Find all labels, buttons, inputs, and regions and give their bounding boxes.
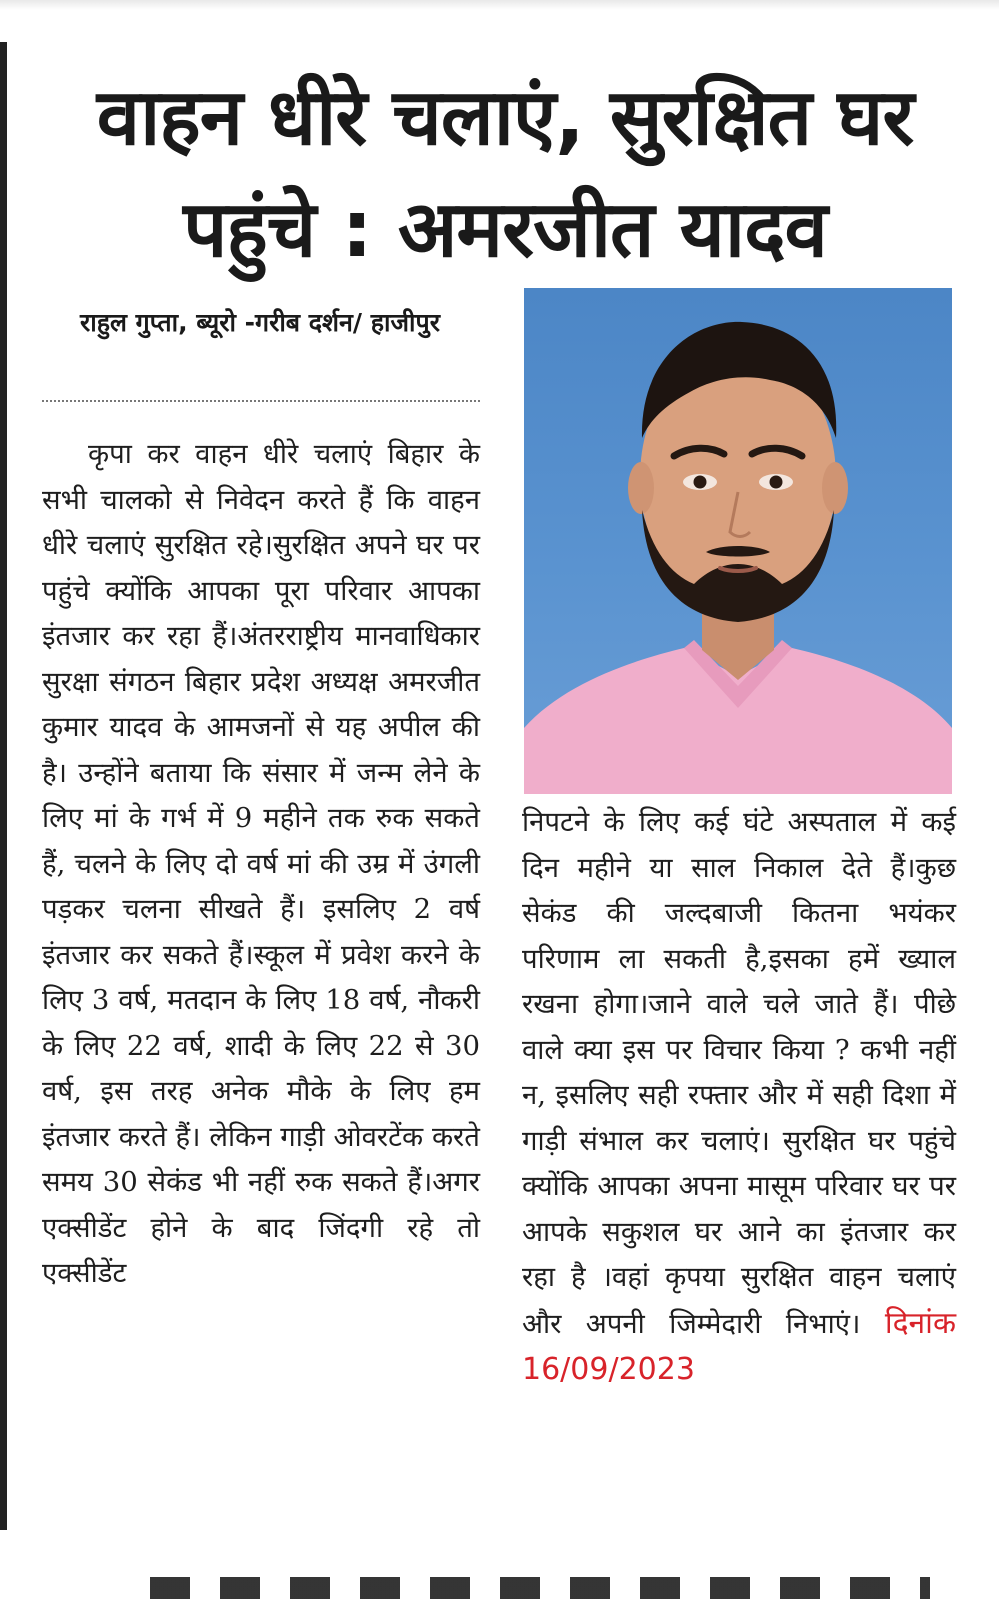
article-byline: राहुल गुप्ता, ब्यूरो -गरीब दर्शन/ हाजीपुर: [80, 308, 440, 337]
previous-article-edge: [0, 0, 999, 10]
next-headline-fragment: [150, 1577, 930, 1599]
next-article-edge: [0, 1539, 999, 1599]
article-body-right-text: निपटने के लिए कई घंटे अस्पताल में कई दिन महीने या साल निकाल देते हैं।कुछ सेकंड की जल्दबाजी कितना भयंकर परिणाम ला सकती है,इसका हमें ख्याल रखना होगा।जाने वाले चले जाते हैं। पीछे वाले क्या इस पर विचार किया ? कभी नहीं न, इसलिए सही रफ्तार और में सही दिशा में गाड़ी संभाल कर चलाएं। सुरक्षित घर पहुंचे क्योंकि आपका अपना मासूम परिवार घर पर आपके सकुशल घर आने का इंतजार कर रहा है ।वहां कृपया सुरक्षित वाहन चलाएं और अपनी जिम्मेदारी निभाएं।: [522, 806, 956, 1340]
column-rule: [0, 42, 7, 1530]
portrait-photo: [524, 288, 952, 794]
article-headline: वाहन धीरे चलाएं, सुरक्षित घर पहुंचे : अमरजीत यादव: [96, 73, 914, 275]
article-body-column-left: कृपा कर वाहन धीरे चलाएं बिहार के सभी चालको से निवेदन करते हैं कि वाहन धीरे चलाएं सुरक्षित रहे।सुरक्षित अपने घर पर पहुंचे क्योंकि आपका पूरा परिवार आपका इंतजार कर रहा हैं।अंतरराष्ट्रीय मानवाधिकार सुरक्षा संगठन बिहार प्रदेश अध्यक्ष अमरजीत कुमार यादव के आमजनों से यह अपील की है। उन्होंने बताया कि संसार में जन्म लेने के लिए मां के गर्भ में 9 महीने तक रुक सकते हैं, चलने के लिए दो वर्ष मां की उम्र में उंगली पड़कर चलना सीखते हैं। इसलिए 2 वर्ष इंतजार कर सकते हैं।स्कूल में प्रवेश करने के लिए 3 वर्ष, मतदान के लिए 18 वर्ष, नौकरी के लिए 22 वर्ष, शादी के लिए 22 से 30 वर्ष, इस तरह अनेक मौके के लिए हम इंतजार करते हैं। लेकिन गाड़ी ओवरटेंक करते समय 30 सेकंड भी नहीं रुक सकते हैं।अगर एक्सीडेंट होने के बाद जिंदगी रहे तो एक्सीडेंट: [42, 438, 480, 1289]
byline-divider: [42, 400, 480, 402]
article-body-column-right: [522, 800, 956, 1512]
article-date: दिनांक 16/09/2023: [522, 1305, 956, 1387]
portrait-illustration: [524, 288, 952, 794]
